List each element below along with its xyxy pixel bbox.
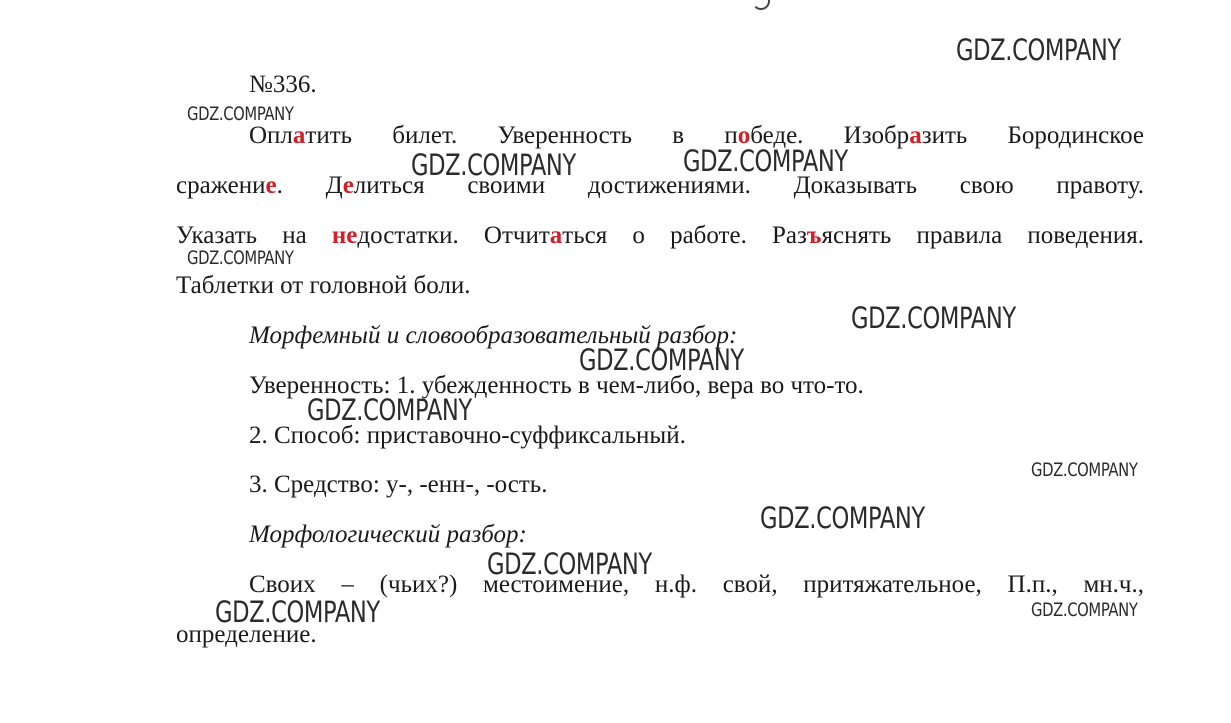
word-fragment: Уверенность в <box>497 122 685 149</box>
word-fragment: Опл <box>249 122 293 149</box>
morphemic-heading: Морфемный и словообразовательный разбор: <box>249 322 738 349</box>
text-line-3 <box>176 221 1144 251</box>
top-edge-glyph <box>752 0 770 10</box>
text-line-2 <box>176 171 1144 201</box>
watermark-label: GDZ.COMPANY <box>851 301 1016 335</box>
word-fragment: . <box>276 172 283 199</box>
word-fragment: яснять правила поведения. <box>821 222 1144 249</box>
word-fragment: сражени <box>176 172 266 199</box>
text-line-4: Таблетки от головной боли. <box>176 272 471 299</box>
watermark-label: GDZ.COMPANY <box>307 393 472 427</box>
word-fragment: Указать на <box>176 222 332 249</box>
morphemic-item-2: 2. Способ: приставочно-суффиксальный. <box>249 422 686 449</box>
morphemic-item-1: Уверенность: 1. убежденность в чем-либо, вера во что-то. <box>249 372 864 399</box>
word-fragment: тить билет. <box>305 122 458 149</box>
word-fragment: беде. <box>750 122 804 149</box>
word-fragment: достатки. Отчит <box>357 222 550 249</box>
watermark-label: GDZ.COMPANY <box>487 547 652 581</box>
highlighted-letter: е <box>342 172 354 199</box>
word-fragment: Изобр <box>843 122 910 149</box>
exercise-number: №336. <box>249 71 317 98</box>
morphological-line-2: определение. <box>176 621 317 648</box>
watermark-label: GDZ.COMPANY <box>411 148 576 182</box>
morphological-heading: Морфологический разбор: <box>249 521 527 548</box>
watermark-label: GDZ.COMPANY <box>760 501 925 535</box>
word-fragment: Бородинское <box>1007 122 1145 149</box>
highlighted-letter: а <box>292 122 306 149</box>
word-fragment: п <box>724 122 738 149</box>
watermark-label: GDZ.COMPANY <box>187 103 294 125</box>
highlighted-letter: о <box>737 122 751 149</box>
highlighted-letter: а <box>549 222 563 249</box>
highlighted-letter: ъ <box>806 222 822 249</box>
word-fragment: литься своими достижениями. Доказывать свою правоту. <box>353 172 1145 199</box>
watermark-label: GDZ.COMPANY <box>1031 459 1138 481</box>
watermark-label: GDZ.COMPANY <box>187 247 294 269</box>
word-fragment: Д <box>325 172 343 199</box>
morphological-line-1: Своих – (чьих?) местоимение, н.ф. свой, притяжательное, П.п., мн.ч., <box>249 571 1144 598</box>
watermark-label: GDZ.COMPANY <box>215 595 380 629</box>
highlighted-letter: не <box>331 222 358 249</box>
highlighted-letter: а <box>909 122 922 149</box>
word-fragment: зить <box>921 122 968 149</box>
morphemic-item-3: 3. Средство: у-, -енн-, -ость. <box>249 471 548 498</box>
word-fragment: ться о работе. Раз <box>562 222 807 249</box>
highlighted-letter: е <box>265 172 277 199</box>
watermark-label: GDZ.COMPANY <box>1031 599 1138 621</box>
watermark-label: GDZ.COMPANY <box>579 343 744 377</box>
watermark-label: GDZ.COMPANY <box>683 144 848 178</box>
watermark-label: GDZ.COMPANY <box>956 33 1121 67</box>
